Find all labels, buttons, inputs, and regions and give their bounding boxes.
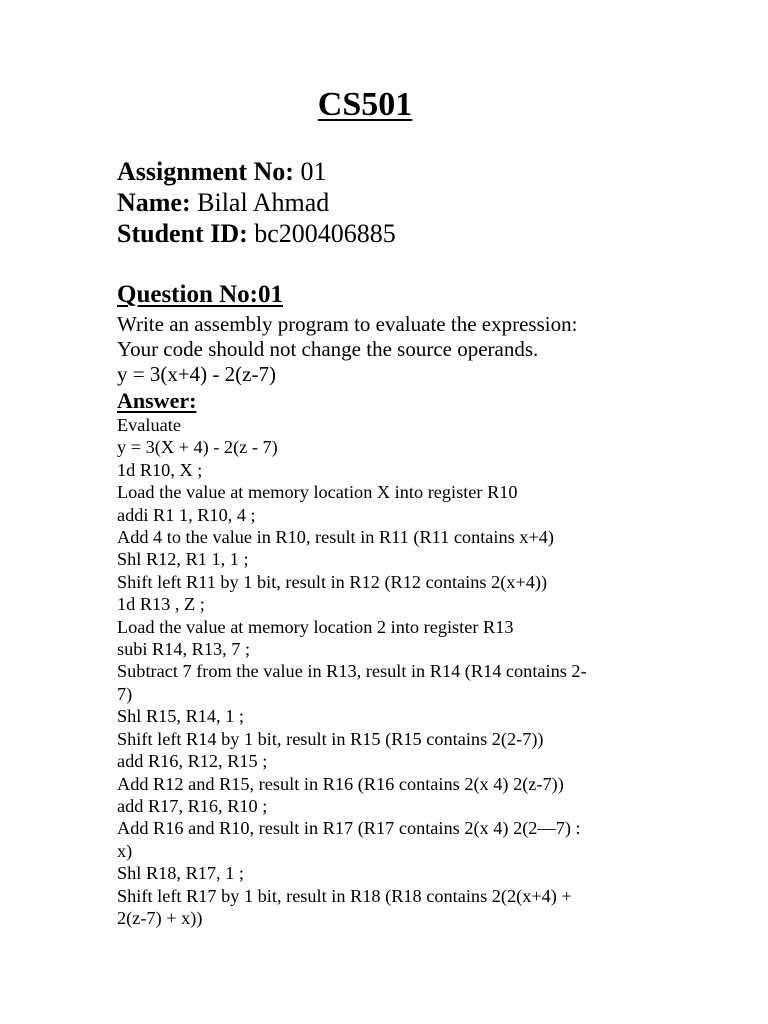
- answer-line: y = 3(X + 4) - 2(z - 7): [117, 437, 278, 458]
- answer-line: Add R12 and R15, result in R16 (R16 contains 2(x 4) 2(z-7)): [117, 773, 564, 794]
- answer-line: Evaluate: [117, 415, 181, 435]
- question-line: Your code should not change the source operands.: [117, 337, 539, 361]
- answer-line: 1d R13 , Z ;: [117, 594, 205, 615]
- assignment-line: [117, 156, 396, 187]
- question-expression: y = 3(x+4) - 2(z-7): [117, 362, 276, 386]
- student-id-value: bc200406885: [254, 219, 396, 248]
- answer-line: Shift left R17 by 1 bit, result in R18 (R18 contains 2(2(x+4) +: [117, 885, 572, 906]
- course-title: CS501: [317, 86, 413, 123]
- student-id-label: Student ID:: [117, 219, 248, 248]
- answer-line: 2(z-7) + x)): [117, 907, 203, 928]
- answer-line: Add R16 and R10, result in R17 (R17 contains 2(x 4) 2(2—7) :: [117, 818, 581, 839]
- answer-line: Subtract 7 from the value in R13, result in R14 (R14 contains 2-: [117, 661, 587, 682]
- answer-heading: Answer:: [117, 388, 197, 413]
- answer-line: Shift left R14 by 1 bit, result in R15 (R15 contains 2(2-7)): [117, 728, 544, 749]
- answer-line: Load the value at memory location X into register R10: [117, 482, 518, 503]
- question-body: [117, 312, 577, 387]
- answer-line: 7): [117, 683, 133, 704]
- answer-line: Shift left R11 by 1 bit, result in R12 (R12 contains 2(x+4)): [117, 571, 548, 592]
- name-line: [117, 187, 396, 218]
- question-line: Write an assembly program to evaluate the expression:: [117, 312, 578, 336]
- answer-line: add R17, R16, R10 ;: [117, 795, 268, 816]
- answer-line: subi R14, R13, 7 ;: [117, 639, 251, 660]
- assignment-label: Assignment No:: [117, 157, 294, 186]
- student-info: [117, 156, 396, 249]
- assignment-value: 01: [300, 157, 327, 186]
- answer-line: Add 4 to the value in R10, result in R11 (R11 contains x+4): [117, 527, 554, 548]
- name-value: Bilal Ahmad: [197, 188, 330, 217]
- question-heading: Question No:01: [117, 281, 283, 308]
- answer-line: x): [117, 840, 133, 861]
- answer-body: [117, 414, 657, 929]
- answer-line: 1d R10, X ;: [117, 459, 203, 480]
- student-id-line: [117, 218, 396, 249]
- answer-line: Shl R18, R17, 1 ;: [117, 863, 244, 884]
- answer-line: add R16, R12, R15 ;: [117, 751, 268, 772]
- answer-line: Shl R15, R14, 1 ;: [117, 706, 244, 727]
- answer-line: Shl R12, R1 1, 1 ;: [117, 549, 249, 570]
- answer-line: Load the value at memory location 2 into register R13: [117, 616, 514, 637]
- name-label: Name:: [117, 188, 191, 217]
- answer-line: addi R1 1, R10, 4 ;: [117, 504, 256, 525]
